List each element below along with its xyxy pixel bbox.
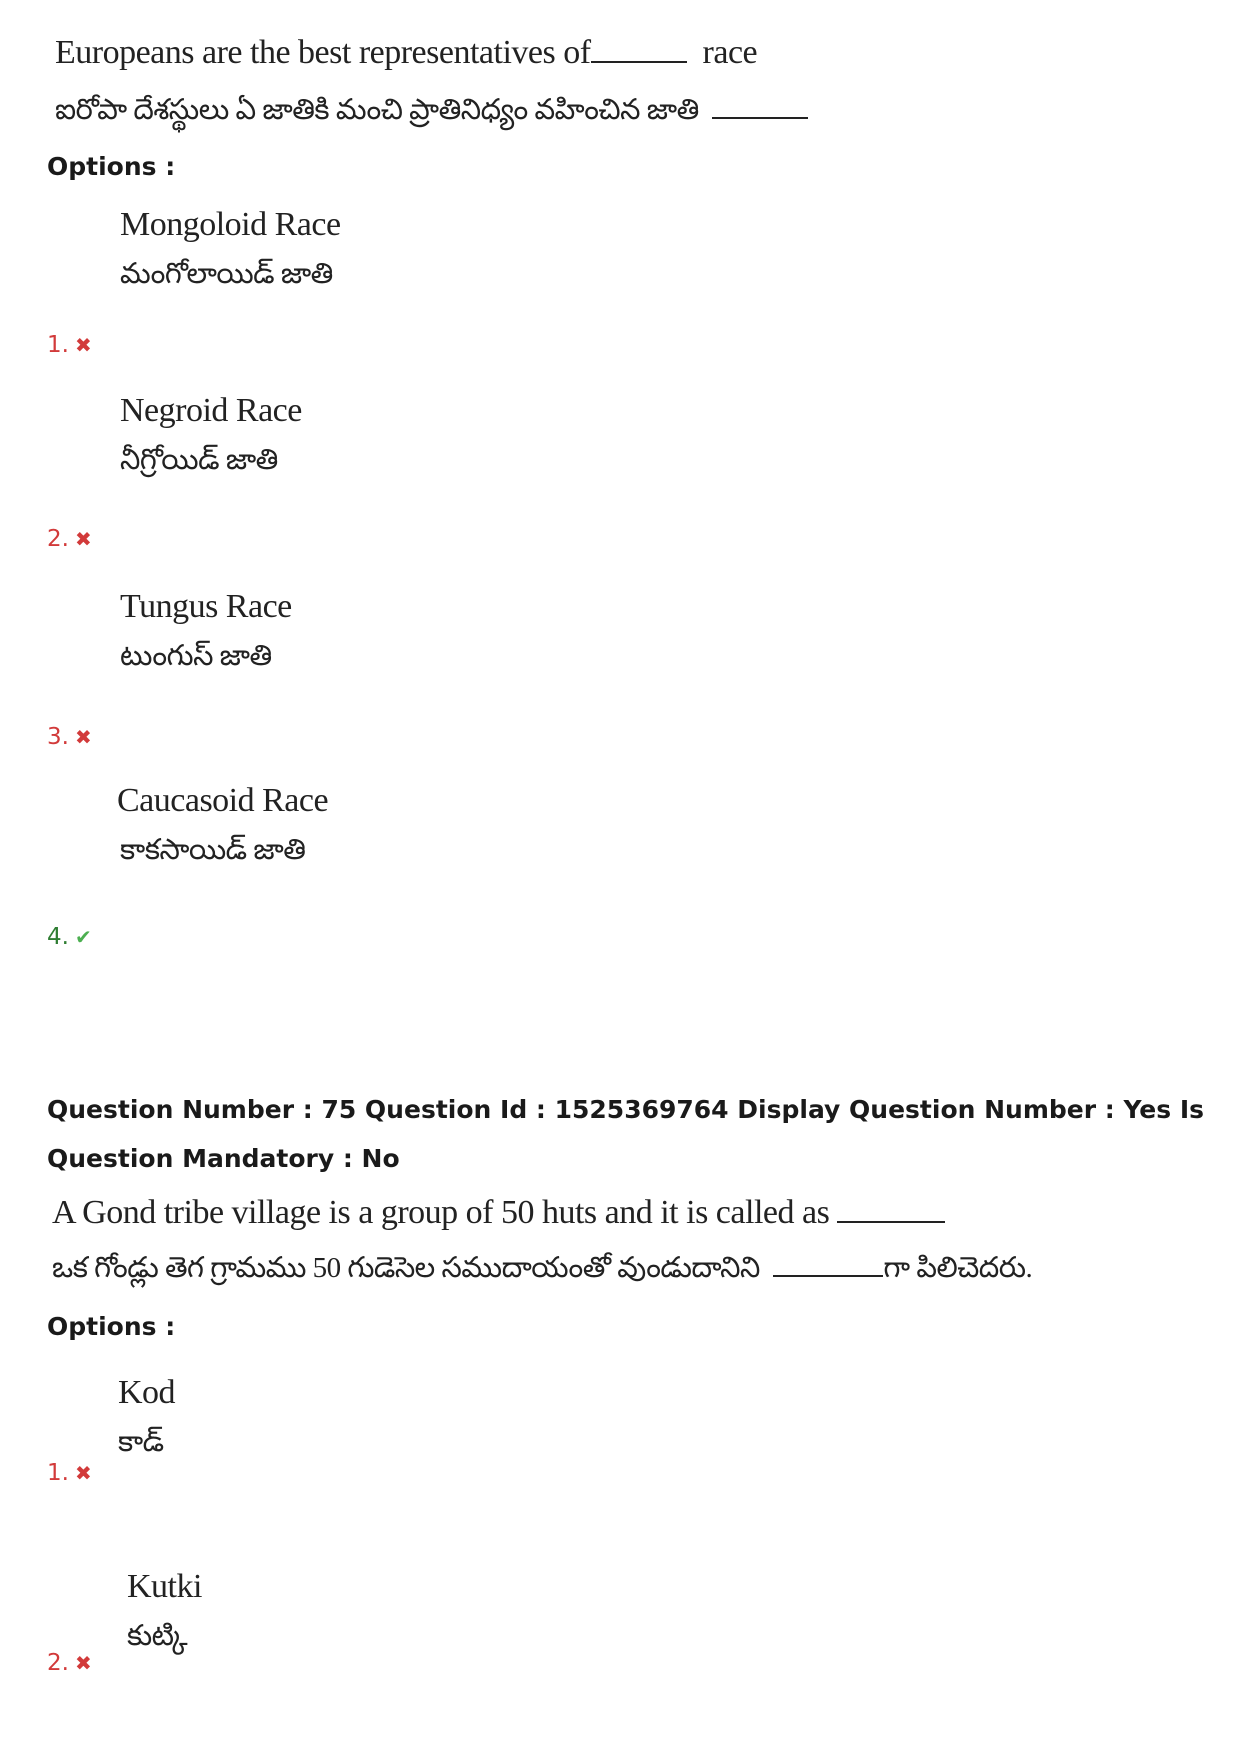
- options-label: Options :: [47, 1312, 176, 1341]
- check-icon: ✔: [74, 925, 92, 949]
- cross-icon: ✖: [74, 527, 92, 551]
- option-text-te: నీగ్రోయిడ్ జాతి: [120, 444, 278, 476]
- cross-icon: ✖: [74, 725, 92, 749]
- option-marker: [47, 924, 92, 950]
- option-text-te: కాకసాయిడ్ జాతి: [120, 834, 306, 866]
- cross-icon: ✖: [74, 333, 92, 357]
- option-text-te: కాడ్: [118, 1426, 164, 1458]
- option-text-te: మంగోలాయిడ్ జాతి: [120, 258, 333, 290]
- option-number: 1.: [47, 1460, 69, 1486]
- option-text-en: Caucasoid Race: [117, 782, 329, 819]
- cross-icon: ✖: [74, 1651, 92, 1675]
- option-number: 3.: [47, 724, 69, 750]
- option-marker: [47, 526, 92, 552]
- option-marker: [47, 724, 92, 750]
- option-marker: [47, 1650, 92, 1676]
- question-text-en: Europeans are the best representatives of race: [55, 34, 758, 71]
- question-text-en: A Gond tribe village is a group of 50 huts and it is called as: [52, 1194, 945, 1232]
- option-text-en: Kutki: [127, 1568, 202, 1605]
- option-number: 1.: [47, 332, 69, 358]
- question-text-te: ఐరోపా దేశస్థులు ఏ జాతికి మంచి ప్రాతినిధ్యం వహించిన జాతి: [55, 94, 808, 134]
- question-meta: Question Number : 75 Question Id : 1525369764 Display Question Number : Yes Is Question Mandatory : No: [47, 1095, 1205, 1173]
- option-text-en: Negroid Race: [120, 392, 302, 429]
- option-marker: [47, 332, 92, 358]
- option-text-te: కుట్కి: [127, 1620, 188, 1652]
- option-number: 2.: [47, 1650, 69, 1676]
- option-number: 2.: [47, 526, 69, 552]
- option-text-en: Mongoloid Race: [120, 206, 341, 243]
- question-text-te: ఒక గోండ్లు తెగ గ్రామము 50 గుడెసెల సముదాయంతో వుండుదానిని గా పిలిచెదరు.: [52, 1252, 1033, 1284]
- options-label: Options :: [47, 152, 176, 181]
- option-text-en: Kod: [118, 1374, 176, 1411]
- option-marker: [47, 1460, 92, 1486]
- option-text-te: టుంగుస్ జాతి: [120, 640, 272, 672]
- cross-icon: ✖: [74, 1461, 92, 1485]
- option-text-en: Tungus Race: [120, 588, 292, 625]
- option-number: 4.: [47, 924, 69, 950]
